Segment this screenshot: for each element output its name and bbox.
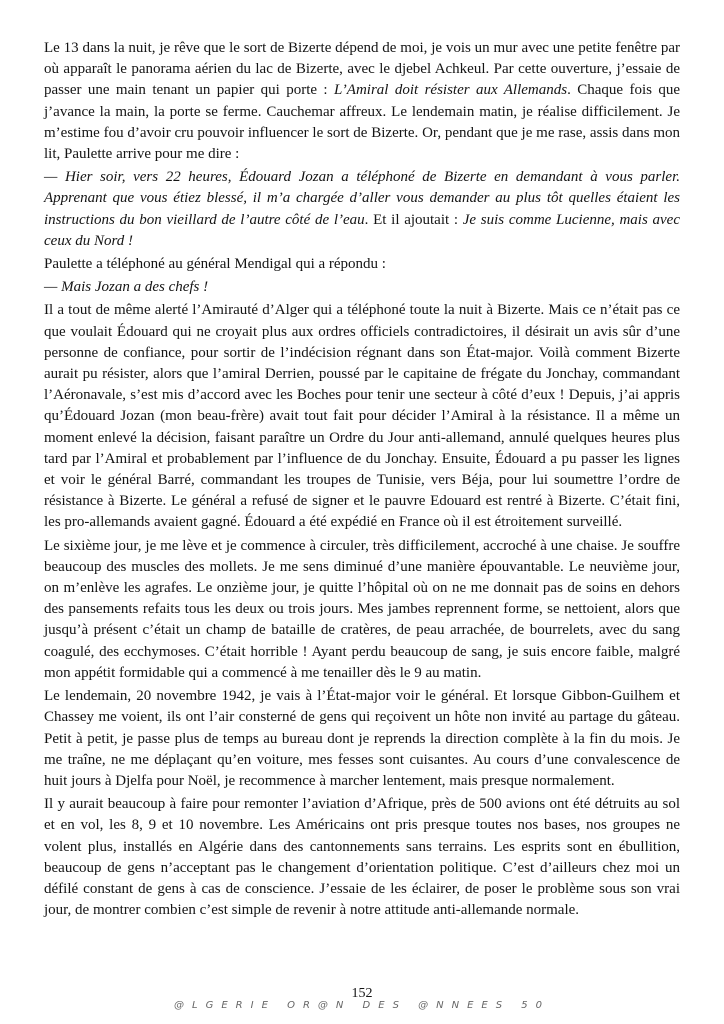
paragraph	[44, 167, 680, 252]
italic-run: — Mais Jozan a des chefs !	[44, 279, 209, 296]
paragraph	[44, 300, 680, 533]
paragraph	[44, 686, 680, 792]
footer-watermark: @LGERIE OR@N DES @NNEES 50	[174, 1000, 550, 1011]
text-run: Le 13 dans la nuit, je rêve que le sort de Bizerte dépend de moi, je vois un mur avec une petite fenêtre par où apparaît le panorama aérien du lac de Bizerte, avec le djebel Achkeul. Par cette ouverture, j’essaie de passer une main tenant un papier qui porte :	[44, 40, 680, 99]
paragraph	[44, 277, 680, 298]
text-run: . Et il ajoutait :	[364, 211, 463, 228]
page-number: 152	[351, 986, 373, 1001]
text-run: Le sixième jour, je me lève et je commence à circuler, très difficilement, accroché à une chaise. Je souffre beaucoup des muscles des mollets. Je me sens diminué d’une manière épouvantable. Le neuvième jour, on m’enlève les agrafes. Le onzième jour, je quitte l’hôpital où on ne me donnait pas de soins en dehors des pansements refaits tous les deux ou trois jours. Mes jambes reprennent forme, se nettoient, alors que jusqu’à présent c’était un champ de bataille de cratères, de peau arrachée, de bourrelets, avec du sang coagulé, des ecchymoses. C’était horrible ! Ayant perdu beaucoup de sang, je suis encore faible, malgré mon appétit formidable qui a commencé à me tenailler dès le 9 au matin.	[44, 537, 680, 681]
text-run: Le lendemain, 20 novembre 1942, je vais à l’État-major voir le général. Et lorsque Gibbon-Guilhem et Chassey me voient, ils ont l’air consterné de gens qui reçoivent un hôte non invité au partage du gâteau. Petit à petit, je passe plus de temps au bureau dont je reprends la direction complète à la fin du mois. Je me traîne, ne me déplaçant qu’en voiture, mes fesses sont cuisantes. Au cours d’une convalescence de huit jours à Djelfa pour Noël, je recommence à marcher lentement, mais presque normalement.	[44, 688, 680, 789]
body-text	[44, 38, 680, 923]
italic-run: L’Amiral doit résister aux Allemands	[334, 82, 568, 99]
text-run: Paulette a téléphoné au général Mendigal qui a répondu :	[44, 256, 386, 273]
italic-run: Je suis comme Lucienne, mais avec ceux du Nord !	[44, 211, 680, 249]
text-run: . Chaque fois que j’avance la main, la porte se ferme. Cauchemar affreux. Le lendemain matin, je réalise difficilement. Je m’estime fou d’avoir cru pouvoir influencer le sort de Bizerte. Or, pendant que je me rase, assis dans mon lit, Paulette arrive pour me dire :	[44, 82, 681, 163]
paragraph	[44, 38, 680, 165]
paragraph	[44, 794, 680, 921]
italic-run: — Hier soir, vers 22 heures, Édouard Jozan a téléphoné de Bizerte en demandant à vous parler. Apprenant que vous étiez blessé, il m’a chargée d’aller vous demander au plus tôt quelles étaient les instructions du bon vieillard de l’autre côté de l’eau	[44, 169, 680, 228]
paragraph	[44, 254, 680, 275]
paragraph	[44, 536, 680, 684]
text-run: Il a tout de même alerté l’Amirauté d’Alger qui a téléphoné toute la nuit à Bizerte. Mais ce n’était pas ce que voulait Édouard qui ne croyait plus aux ordres officiels contradictoires, il désirait un avis sûr d’une personne de confiance, pour sortir de l’indécision régnant dans son État-major. Voilà comment Bizerte aurait pu résister, alors que l’amiral Derrien, poussé par le capitaine de frégate du Jonchay, commandant l’Aéronavale, s’est mis d’accord avec les Boches pour tenir une secteur à côté d’eux ! Depuis, j’ai appris qu’Édouard Jozan (mon beau-frère) avait tout fait pour décider l’Amiral à la résistance. Il a même un moment enlevé la décision, faisant paraître un Ordre du Jour anti-allemand, annulé quelques heures plus tard par l’Amiral et probablement par l’influence de du Jonchay. Ensuite, Édouard a pu passer les lignes et voir le général Barré, commandant les troupes de Tunisie, vers Béja, pour lui soumettre l’ordre de résistance à Bizerte. Le général a refusé de signer et le pauvre Edouard est rentré à Bizerte. C’était fini, les pro-allemands avaient gagné. Édouard a été expédié en France où il est étroitement surveillé.	[44, 302, 680, 531]
text-run: Il y aurait beaucoup à faire pour remonter l’aviation d’Afrique, près de 500 avions ont été détruits au sol et en vol, les 8, 9 et 10 novembre. Les Américains ont pris presque toutes nos bases, nos groupes ne volent plus, installés en Algérie dans des cantonnements sans terrains. Les esprits sont en ébullition, beaucoup de gens n’acceptant pas le changement d’orientation politique. C’est d’ailleurs chez moi un défilé constant de gens à cas de conscience. J’essaie de les éclairer, de poser le problème sous son vrai jour, de montrer combien c’est simple de revenir à notre attitude anti-allemande normale.	[44, 796, 680, 919]
